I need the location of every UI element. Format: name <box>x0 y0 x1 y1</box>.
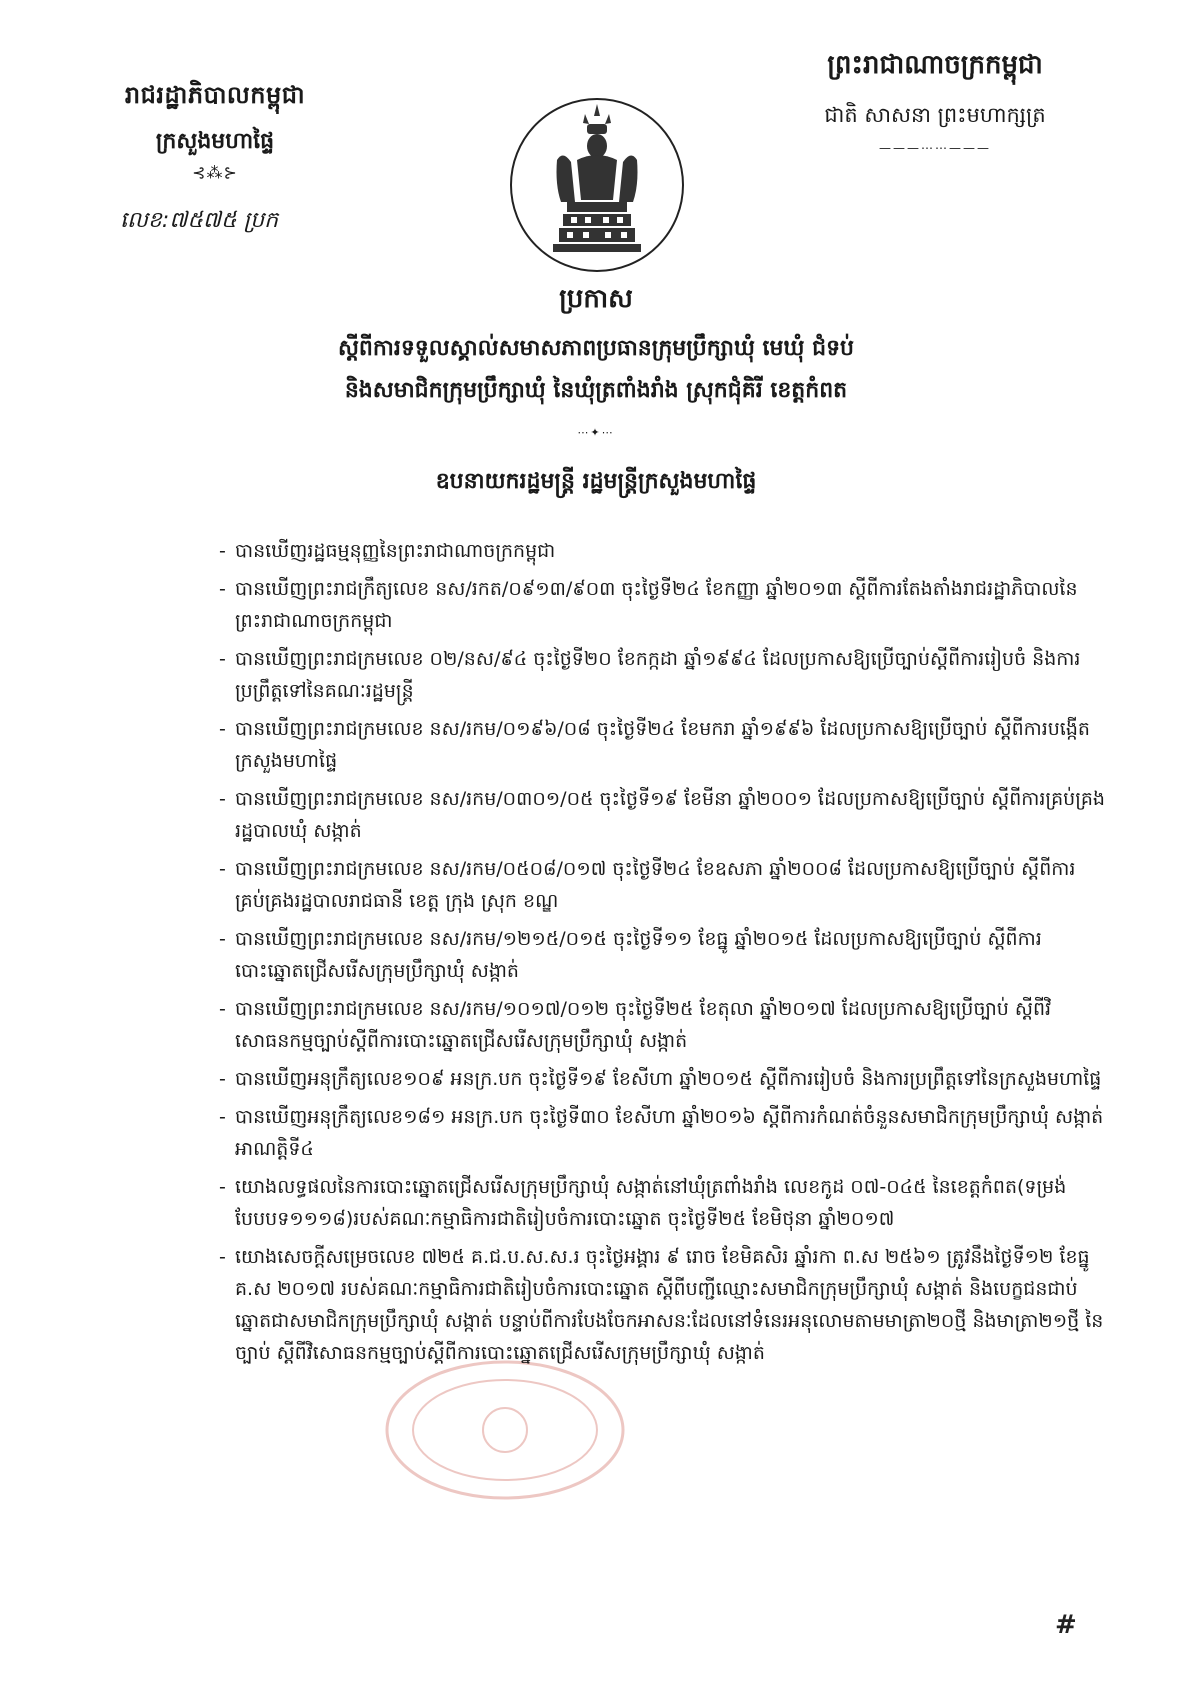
government-name: រាជរដ្ឋាភិបាលកម្ពុជា <box>124 81 306 109</box>
clause-text: បានឃើញអនុក្រឹត្យលេខ១០៩ អនក្រ.បក ចុះថ្ងៃទី១៩ ខែសីហា ឆ្នាំ២០១៥ ស្តីពីការរៀបចំ និងការប្រព្រឹត្តទៅនៃក្រសួងមហាផ្ទៃ <box>235 1068 1102 1090</box>
motto-divider: ———⋯⋯——— <box>879 141 991 155</box>
clause-3: - បានឃើញព្រះរាជក្រមលេខ ០២/នស/៩៤ ចុះថ្ងៃទី២០ ខែកក្កដា ឆ្នាំ១៩៩៤ ដែលប្រកាសឱ្យប្រើច្បាប់ស្តីពីការរៀបចំ និងការប្រព្រឹត្តទៅនៃគណៈរដ្ឋមន្ត្រី <box>219 648 1081 702</box>
signatory-title: ឧបនាយករដ្ឋមន្ត្រី រដ្ឋមន្ត្រីក្រសួងមហាផ្ទៃ <box>435 469 757 494</box>
clause-6: - បានឃើញព្រះរាជក្រមលេខ នស/រកម/០៥០៨/០១៧ ចុះថ្ងៃទី២៤ ខែឧសភា ឆ្នាំ២០០៨ ដែលប្រកាសឱ្យប្រើច្បាប់ ស្តីពីការគ្រប់គ្រងរដ្ឋបាលរាជធានី ខេត្ត ក្រុង ស្រុក ខណ្ឌ <box>219 858 1076 912</box>
clause-4: - បានឃើញព្រះរាជក្រមលេខ នស/រកម/០១៩៦/០៨ ចុះថ្ងៃទី២៤ ខែមករា ឆ្នាំ១៩៩៦ ដែលប្រកាសឱ្យប្រើច្បាប់ ស្តីពីការបង្កើតក្រសួងមហាផ្ទៃ <box>219 718 1090 772</box>
clause-text: បានឃើញព្រះរាជក្រមលេខ នស/រកម/១០១៧/០១២ ចុះថ្ងៃទី២៥ ខែតុលា ឆ្នាំ២០១៧ ដែលប្រកាសឱ្យប្រើច្បាប់ ស្តីពីវិសោធនកម្មច្បាប់ស្តីពីការបោះឆ្នោតជ្រើសរើសក្រុមប្រឹក្សាឃុំ សង្កាត់ <box>235 998 1052 1052</box>
document-title: ប្រកាស <box>559 284 633 314</box>
kingdom-name: ព្រះរាជាណាចក្រកម្ពុជា <box>827 50 1043 80</box>
ministry-emblem-icon <box>505 90 690 275</box>
clause-10: - បានឃើញអនុក្រឹត្យលេខ១៨១ អនក្រ.បក ចុះថ្ងៃទី៣០ ខែសីហា ឆ្នាំ២០១៦ ស្តីពីការកំណត់ចំនួនសមាជិកក្រុមប្រឹក្សាឃុំ សង្កាត់អាណត្តិទី៤ <box>219 1106 1104 1160</box>
header-left <box>85 80 345 182</box>
national-motto: ជាតិ សាសនា ព្រះមហាក្សត្រ <box>824 103 1046 127</box>
header-right <box>775 48 1095 155</box>
title-divider: ⋯✦⋯ <box>577 426 615 439</box>
document-subtitle-line1: ស្តីពីការទទួលស្គាល់សមាសភាពប្រធានក្រុមប្រឹក្សាឃុំ មេឃុំ ជំទប់ <box>337 336 854 361</box>
clause-8: - បានឃើញព្រះរាជក្រមលេខ នស/រកម/១០១៧/០១២ ចុះថ្ងៃទី២៥ ខែតុលា ឆ្នាំ២០១៧ ដែលប្រកាសឱ្យប្រើច្បាប់ ស្តីពីវិសោធនកម្មច្បាប់ស្តីពីការបោះឆ្នោតជ្រើសរើសក្រុមប្រឹក្សាឃុំ សង្កាត់ <box>219 998 1052 1052</box>
clause-7: - បានឃើញព្រះរាជក្រមលេខ នស/រកម/១២១៥/០១៥ ចុះថ្ងៃទី១១ ខែធ្នូ ឆ្នាំ២០១៥ ដែលប្រកាសឱ្យប្រើច្បាប់ ស្តីពីការបោះឆ្នោតជ្រើសរើសក្រុមប្រឹក្សាឃុំ សង្កាត់ <box>219 928 1042 982</box>
clause-text: បានឃើញរដ្ឋធម្មនុញ្ញនៃព្រះរាជាណាចក្រកម្ពុជា <box>235 540 556 562</box>
clause-text: យោងលទ្ធផលនៃការបោះឆ្នោតជ្រើសរើសក្រុមប្រឹក្សាឃុំ សង្កាត់នៅឃុំត្រពាំងរាំង លេខកូដ ០៧-០៤៥ នៃខេត្តកំពត(ទម្រង់បែបបទ១១១៨)របស់គណៈកម្មាធិការជាតិរៀបចំការបោះឆ្នោត ចុះថ្ងៃទី២៥ ខែមិថុនា ឆ្នាំ២០១៧ <box>235 1176 1067 1230</box>
clause-text: បានឃើញព្រះរាជក្រមលេខ នស/រកម/១២១៥/០១៥ ចុះថ្ងៃទី១១ ខែធ្នូ ឆ្នាំ២០១៥ ដែលប្រកាសឱ្យប្រើច្បាប់ ស្តីពីការបោះឆ្នោតជ្រើសរើសក្រុមប្រឹក្សាឃុំ សង្កាត់ <box>235 928 1042 982</box>
clause-text: យោងសេចក្តីសម្រេចលេខ ៧២៥ គ.ជ.ប.ស.ស.រ ចុះថ្ងៃអង្គារ ៩ រោច ខែមិគសិរ ឆ្នាំរកា ព.ស ២៥៦១ ត្រូវនឹងថ្ងៃទី១២ ខែធ្នូ គ.ស ២០១៧ របស់គណៈកម្មាធិការជាតិរៀបចំការបោះឆ្នោត ស្តីពីបញ្ជីឈ្មោះសមាជិកក្រុមប្រឹក្សាឃុំ សង្កាត់ និងបេក្ខជនជាប់ឆ្នោតជាសមាជិកក្រុមប្រឹក្សាឃុំ សង្កាត់ បន្ទាប់ពីការបែងចែកអាសនៈដែលនៅទំនេរអនុលោមតាមមាត្រា២០ថ្មី និងមាត្រា២១ថ្មី នៃច្បាប់ ស្តីពីវិសោធនកម្មច្បាប់ស្តីពីការបោះឆ្នោតជ្រើសរើសក្រុមប្រឹក្សាឃុំ សង្កាត់ <box>235 1246 1104 1364</box>
clause-text: បានឃើញអនុក្រឹត្យលេខ១៨១ អនក្រ.បក ចុះថ្ងៃទី៣០ ខែសីហា ឆ្នាំ២០១៦ ស្តីពីការកំណត់ចំនួនសមាជិកក្រុមប្រឹក្សាឃុំ សង្កាត់អាណត្តិទី៤ <box>235 1106 1104 1160</box>
reference-number: លេខ:៧៥៧៥ ប្រក <box>120 208 279 233</box>
title-block <box>0 282 1192 499</box>
clause-1: - បានឃើញរដ្ឋធម្មនុញ្ញនៃព្រះរាជាណាចក្រកម្ពុជា <box>219 540 556 562</box>
clause-text: បានឃើញព្រះរាជក្រឹត្យលេខ នស/រកត/០៩១៣/៩០៣ ចុះថ្ងៃទី២៤ ខែកញ្ញា ឆ្នាំ២០១៣ ស្តីពីការតែងតាំងរាជរដ្ឋាភិបាលនៃព្រះរាជាណាចក្រកម្ពុជា <box>235 578 1078 632</box>
clause-12: - យោងសេចក្តីសម្រេចលេខ ៧២៥ គ.ជ.ប.ស.ស.រ ចុះថ្ងៃអង្គារ ៩ រោច ខែមិគសិរ ឆ្នាំរកា ព.ស ២៥៦១ ត្រូវនឹងថ្ងៃទី១២ ខែធ្នូ គ.ស ២០១៧ របស់គណៈកម្មាធិការជាតិរៀបចំការបោះឆ្នោត ស្តីពីបញ្ជីឈ្មោះសមាជិកក្រុមប្រឹក្សាឃុំ សង្កាត់ និងបេក្ខជនជាប់ឆ្នោតជាសមាជិកក្រុមប្រឹក្សាឃុំ សង្កាត់ បន្ទាប់ពីការបែងចែកអាសនៈដែលនៅទំនេរអនុលោមតាមមាត្រា២០ថ្មី និងមាត្រា២១ថ្មី នៃច្បាប់ ស្តីពីវិសោធនកម្មច្បាប់ស្តីពីការបោះឆ្នោតជ្រើសរើសក្រុមប្រឹក្សាឃុំ សង្កាត់ <box>219 1246 1104 1364</box>
faded-seal-stamp-icon <box>380 1355 630 1505</box>
clause-text: បានឃើញព្រះរាជក្រមលេខ នស/រកម/០៥០៨/០១៧ ចុះថ្ងៃទី២៤ ខែឧសភា ឆ្នាំ២០០៨ ដែលប្រកាសឱ្យប្រើច្បាប់ ស្តីពីការគ្រប់គ្រងរដ្ឋបាលរាជធានី ខេត្ត ក្រុង ស្រុក ខណ្ឌ <box>235 858 1076 912</box>
clause-2: - បានឃើញព្រះរាជក្រឹត្យលេខ នស/រកត/០៩១៣/៩០៣ ចុះថ្ងៃទី២៤ ខែកញ្ញា ឆ្នាំ២០១៣ ស្តីពីការតែងតាំងរាជរដ្ឋាភិបាលនៃព្រះរាជាណាចក្រកម្ពុជា <box>219 578 1078 632</box>
ministry-name: ក្រសួងមហាផ្ទៃ <box>155 129 275 154</box>
clause-9: - បានឃើញអនុក្រឹត្យលេខ១០៩ អនក្រ.បក ចុះថ្ងៃទី១៩ ខែសីហា ឆ្នាំ២០១៥ ស្តីពីការរៀបចំ និងការប្រព្រឹត្តទៅនៃក្រសួងមហាផ្ទៃ <box>219 1068 1102 1090</box>
clause-11: - យោងលទ្ធផលនៃការបោះឆ្នោតជ្រើសរើសក្រុមប្រឹក្សាឃុំ សង្កាត់នៅឃុំត្រពាំងរាំង លេខកូដ ០៧-០៤៥ នៃខេត្តកំពត(ទម្រង់បែបបទ១១១៨)របស់គណៈកម្មាធិការជាតិរៀបចំការបោះឆ្នោត ចុះថ្ងៃទី២៥ ខែមិថុនា ឆ្នាំ២០១៧ <box>219 1176 1067 1230</box>
clause-text: បានឃើញព្រះរាជក្រមលេខ នស/រកម/០៣០១/០៥ ចុះថ្ងៃទី១៩ ខែមីនា ឆ្នាំ២០០១ ដែលប្រកាសឱ្យប្រើច្បាប់ ស្តីពីការគ្រប់គ្រងរដ្ឋបាលឃុំ សង្កាត់ <box>235 788 1105 842</box>
clause-text: បានឃើញព្រះរាជក្រមលេខ នស/រកម/០១៩៦/០៨ ចុះថ្ងៃទី២៤ ខែមករា ឆ្នាំ១៩៩៦ ដែលប្រកាសឱ្យប្រើច្បាប់ ស្តីពីការបង្កើតក្រសួងមហាផ្ទៃ <box>235 718 1090 772</box>
document-subtitle-line2: និងសមាជិកក្រុមប្រឹក្សាឃុំ នៃឃុំត្រពាំងរាំង ស្រុកជុំគិរី ខេត្តកំពត <box>344 378 848 403</box>
preamble-clauses <box>219 535 1105 1375</box>
ornament: ⊰⁂⊱ <box>192 163 238 182</box>
margin-mark: # <box>1055 1610 1077 1640</box>
clause-text: បានឃើញព្រះរាជក្រមលេខ ០២/នស/៩៤ ចុះថ្ងៃទី២០ ខែកក្កដា ឆ្នាំ១៩៩៤ ដែលប្រកាសឱ្យប្រើច្បាប់ស្តីពីការរៀបចំ និងការប្រព្រឹត្តទៅនៃគណៈរដ្ឋមន្ត្រី <box>235 648 1081 702</box>
clause-5: - បានឃើញព្រះរាជក្រមលេខ នស/រកម/០៣០១/០៥ ចុះថ្ងៃទី១៩ ខែមីនា ឆ្នាំ២០០១ ដែលប្រកាសឱ្យប្រើច្បាប់ ស្តីពីការគ្រប់គ្រងរដ្ឋបាលឃុំ សង្កាត់ <box>219 788 1105 842</box>
